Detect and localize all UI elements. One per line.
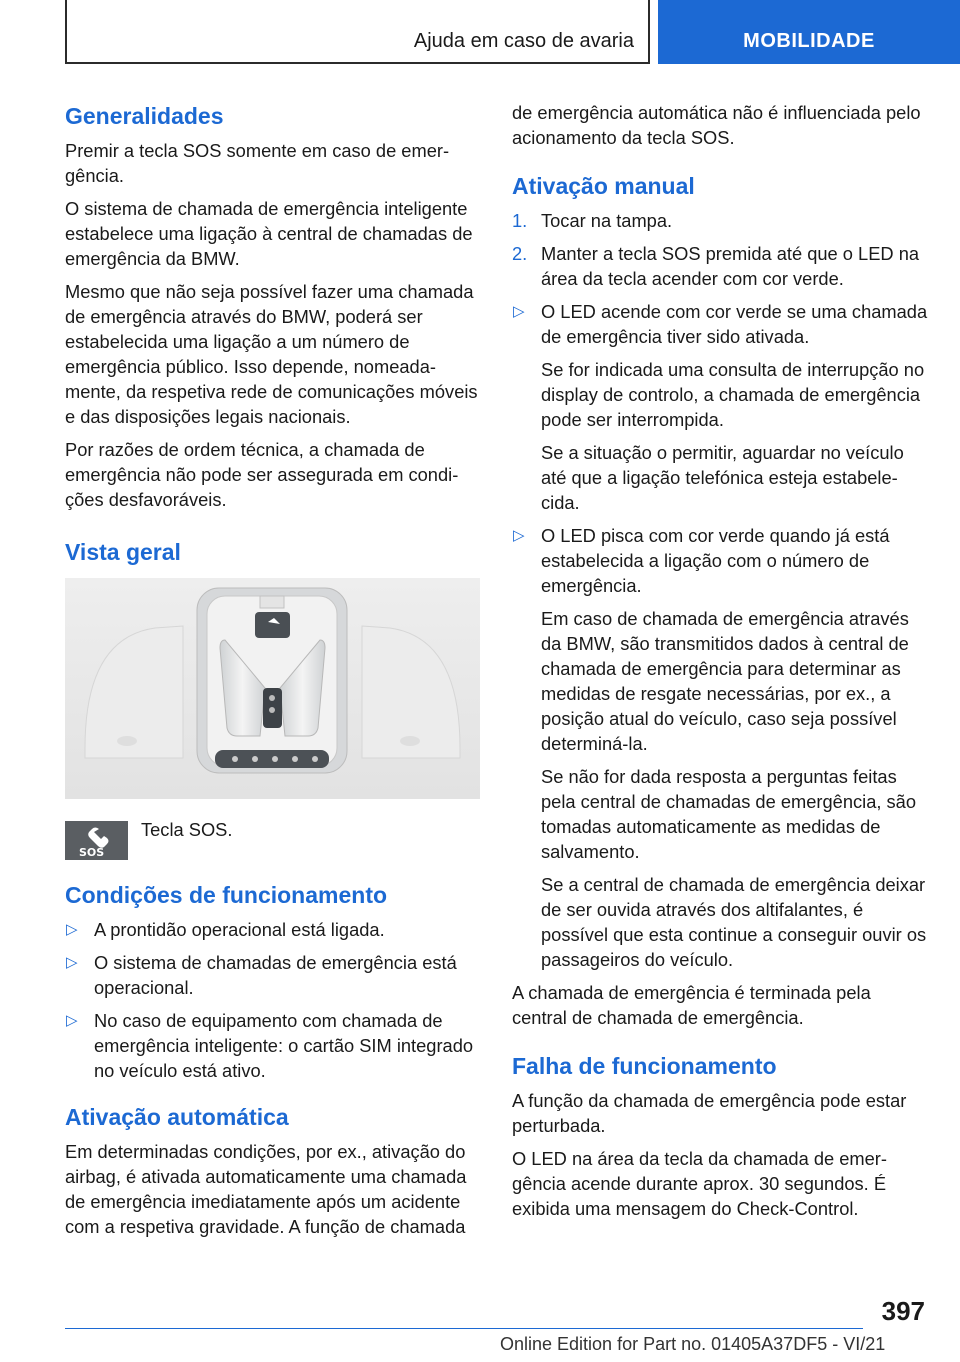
paragraph: A chamada de emergência é terminada pela central de chamada de emergência. <box>512 982 871 1028</box>
list-item: ▷ O sistema de chamadas de emergência está operacional. <box>66 952 457 998</box>
list-item: ▷ O LED pisca com cor verde quando já está estabelecida a ligação com o número de emergência. Em caso de chamada de emergência através da BMW, são transmitidos dados à central de chamada de emergência para determinar as medidas de resgate necessárias, por ex., a posição atual do veículo, caso seja possível determiná-la. Se não for dada resposta a perguntas feitas pela central de chamadas de emergência, são tomadas automaticamente as medidas de salvamento. Se a central de chamada de emergência deixar de ser ouvida através dos altifalantes, é possível que esta continue a conseguir ouvir os passageiros do veículo. <box>513 525 927 970</box>
manual-steps-list <box>512 208 930 972</box>
list-item: ▷ No caso de equipamento com chamada de emergência inteligente: o cartão SIM integrado no veículo está ativo. <box>66 1010 474 1081</box>
heading-vista-geral: Vista geral <box>65 539 181 565</box>
footer-divider <box>65 1328 863 1329</box>
paragraph: Por razões de ordem técnica, a chamada de emergência não pode ser assegurada em condições desfavoráveis. <box>65 439 459 510</box>
heading-condicoes: Condições de funcionamento <box>65 882 388 908</box>
paragraph: O sistema de chamada de emergência inteligente estabelece uma ligação à central de chamadas de emergência da BMW. <box>65 198 473 269</box>
header-section-box <box>65 0 650 64</box>
list-item: ▷ O LED acende com cor verde se uma chamada de emergência tiver sido ativada. Se for indicada uma consulta de interrupção no display de controlo, a chamada de emergência pode ser interrompida. Se a situação o permitir, aguardar no veículo até que a ligação telefónica esteja estabelecida. <box>513 301 928 513</box>
heading-ativacao-automatica: Ativação automática <box>65 1104 289 1130</box>
paragraph: Mesmo que não seja possível fazer uma chamada de emergência através do BMW, poderá ser estabelecida uma ligação a um número de emergência público. Isso depende, nomeadamente, da respetiva rede de comunicações móveis e das disposições legais nacionais. <box>65 281 478 427</box>
footer-edition: Online Edition for Part no. 01405A37DF5 - VI/21 <box>500 1334 886 1354</box>
sos-key-icon <box>65 821 128 860</box>
heading-falha: Falha de funcionamento <box>512 1053 777 1079</box>
conditions-list <box>65 917 480 1083</box>
triangle-bullet-icon: ▷ <box>66 921 78 938</box>
left-column <box>65 100 480 1247</box>
sos-key-legend <box>65 817 480 869</box>
sos-icon-text: SOS <box>79 846 105 859</box>
chapter-tab[interactable] <box>658 0 960 64</box>
heading-ativacao-manual: Ativação manual <box>512 173 695 199</box>
paragraph: Premir a tecla SOS somente em caso de emergência. <box>65 140 450 186</box>
right-column <box>512 100 930 1229</box>
page-number: 397 <box>881 1296 925 1326</box>
triangle-bullet-icon: ▷ <box>513 303 525 320</box>
chapter-tab-label: MOBILIDADE <box>743 30 875 52</box>
list-item: ▷ A prontidão operacional está ligada. <box>66 919 385 940</box>
paragraph: Em determinadas condições, por ex., ativação do airbag, é ativada automaticamente uma chamada de emergência imediatamente após um acidente com a respetiva gravidade. A função de chamada <box>65 1141 467 1237</box>
overhead-console-illustration <box>65 578 480 799</box>
triangle-bullet-icon: ▷ <box>66 954 78 971</box>
list-item: 2. Manter a tecla SOS premida até que o LED na área da tecla acender com cor verde. <box>512 243 920 289</box>
sos-key-label: Tecla SOS. <box>141 819 233 840</box>
header-section-title: Ajuda em caso de avaria <box>413 30 634 52</box>
triangle-bullet-icon: ▷ <box>513 527 525 544</box>
triangle-bullet-icon: ▷ <box>66 1012 78 1029</box>
paragraph: de emergência automática não é influenciada pelo acionamento da tecla SOS. <box>512 102 921 148</box>
heading-generalidades: Generalidades <box>65 103 224 129</box>
paragraph: O LED na área da tecla da chamada de emergência acende durante aprox. 30 segundos. É exibida uma mensagem do Check-Control. <box>512 1148 887 1219</box>
list-item: 1. Tocar na tampa. <box>512 210 673 231</box>
paragraph: A função da chamada de emergência pode estar perturbada. <box>512 1090 907 1136</box>
